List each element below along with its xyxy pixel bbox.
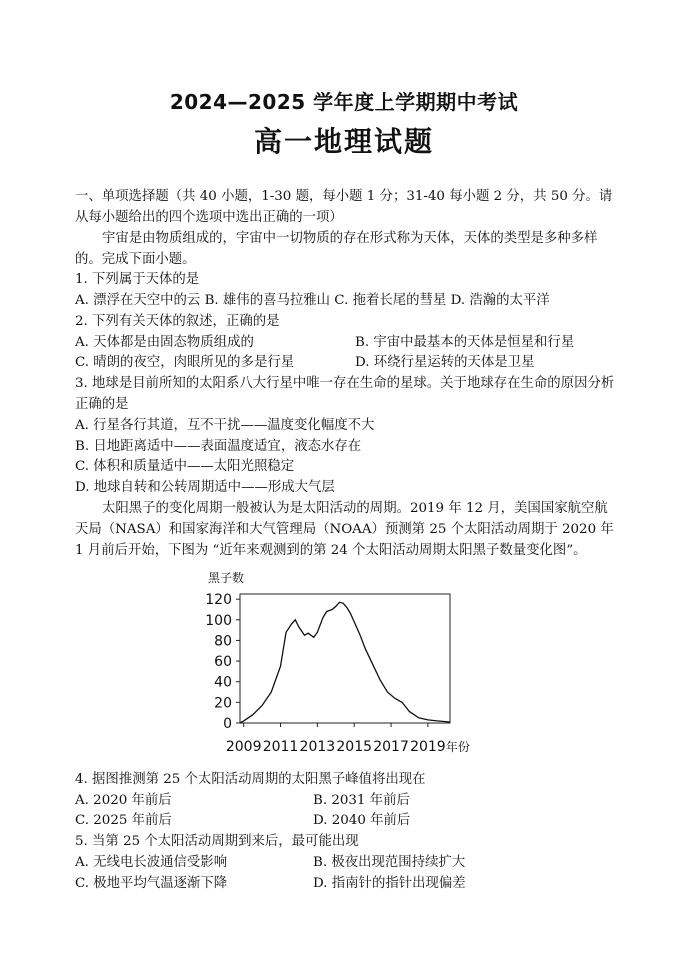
q4-option-b: B. 2031 年前后 [313, 793, 410, 808]
q5-stem: 5. 当第 25 个太阳活动周期到来后，最可能出现 [75, 834, 359, 849]
q4-option-a: A. 2020 年前后 [75, 793, 172, 808]
q2-option-c: C. 晴朗的夜空，肉眼所见的多是行星 [75, 355, 295, 370]
q5-option-c: C. 极地平均气温逐渐下降 [75, 876, 228, 891]
q5-option-a: A. 无线电长波通信受影响 [75, 855, 228, 870]
q3-option-d: D. 地球自转和公转周期适中——形成大气层 [75, 480, 335, 495]
q4-option-c: C. 2025 年前后 [75, 813, 172, 828]
x-tick-label: 2009 [225, 739, 262, 755]
q3-option-b: B. 日地距离适中——表面温度适宜，液态水存在 [75, 439, 362, 454]
q5-option-d: D. 指南针的指针出现偏差 [313, 876, 466, 891]
exam-title: 2024—2025 学年度上学期期中考试 [169, 90, 519, 114]
y-tick-label: 20 [214, 695, 232, 712]
x-tick-label: 2013 [299, 739, 336, 755]
y-tick-label: 100 [205, 612, 232, 629]
x-tick-label: 2017 [373, 739, 409, 755]
x-tick-label: 2011 [262, 739, 299, 755]
y-tick-label: 80 [214, 633, 232, 650]
sunspot-chart [190, 566, 490, 756]
y-tick-label: 120 [205, 592, 232, 609]
q5-option-b: B. 极夜出现范围持续扩大 [313, 855, 466, 870]
q2-option-a: A. 天体都是由固态物质组成的 [75, 335, 254, 350]
q1-options: A. 漂浮在天空中的云 B. 雄伟的喜马拉雅山 C. 拖着长尾的彗星 D. 浩瀚的太平洋 [75, 293, 550, 308]
q2-option-b: B. 宇宙中最基本的天体是恒星和行星 [355, 335, 575, 350]
q2-stem: 2. 下列有关天体的叙述，正确的是 [75, 314, 280, 329]
passage-2: 太阳黑子的变化周期一般被认为是太阳活动的周期。2019 年 12 月，美国国家航空航天局（NASA）和国家海洋和大气管理局（NOAA）预测第 25 个太阳活动周期于 2020 年 1 月前后开始，下图为 “近年来观测到的第 24 个太阳活动周期太阳黑子数量变化图”。 [75, 501, 614, 558]
y-tick-label: 60 [214, 654, 232, 671]
x-tick-label: 2019 [410, 739, 446, 755]
q3-option-c: C. 体积和质量适中——太阳光照稳定 [75, 459, 295, 474]
x-axis-unit-label: 年份 [445, 740, 470, 754]
exam-subject-title: 高一地理试题 [253, 125, 434, 158]
q3-stem: 3. 地球是目前所知的太阳系八大行星中唯一存在生命的星球。关于地球存在生命的原因分析正确的是 [75, 376, 615, 412]
q4-option-d: D. 2040 年前后 [313, 813, 411, 828]
y-tick-label: 40 [214, 674, 232, 691]
section-instructions: 一、单项选择题（共 40 小题，1-30 题，每小题 1 分；31-40 每小题 2 分，共 50 分。请从每小题给出的四个选项中选出正确的一项） [75, 189, 613, 225]
x-tick-label: 2015 [336, 739, 373, 755]
q3-option-a: A. 行星各行其道，互不干扰——温度变化幅度不大 [75, 418, 375, 433]
q1-stem: 1. 下列属于天体的是 [75, 272, 200, 287]
chart-frame [240, 594, 450, 723]
q2-option-d: D. 环绕行星运转的天体是卫星 [355, 355, 535, 370]
sunspot-series-line [240, 602, 450, 723]
passage-1: 宇宙是由物质组成的，宇宙中一切物质的存在形式称为天体，天体的类型是多种多样的。完成下面小题。 [75, 231, 598, 267]
y-axis-label: 黑子数 [208, 571, 245, 585]
q4-stem: 4. 据图推测第 25 个太阳活动周期的太阳黑子峰值将出现在 [75, 772, 426, 787]
y-tick-label: 0 [223, 716, 232, 732]
